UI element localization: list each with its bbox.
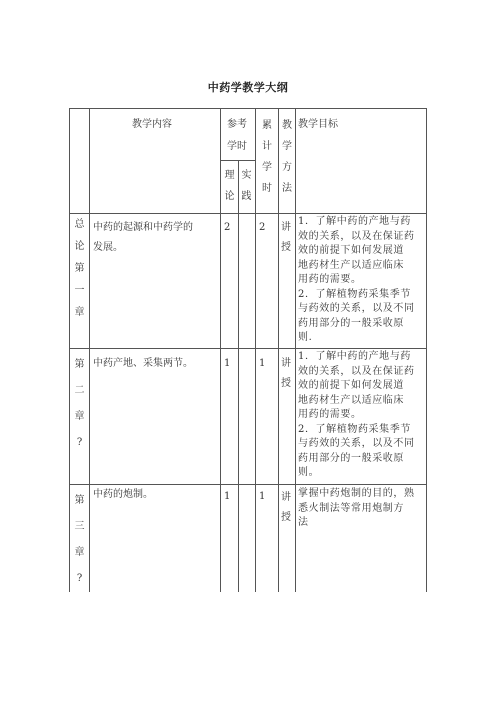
row2-objectives: 1．了解中药的产地与药 效的关系，以及在保证药 效的前提下如何发展道 地药材生产以适应临床 用药的需要。 2．了解植物药采集季节 与药效的关系，以及不同 药用部分的一般采收原 则。	[298, 351, 415, 478]
row3-theory-hours: 1	[224, 491, 231, 502]
header-ref-hours-2: 学时	[227, 141, 247, 152]
header-teaching-method: 教 学 方 法	[282, 120, 292, 194]
table-rule-col6	[295, 108, 296, 592]
header-objective: 教学目标	[298, 119, 338, 130]
row1-method: 讲 授	[281, 222, 291, 253]
table-rule-col4	[255, 108, 256, 592]
row3-objectives: 掌握中药炮制的目的，熟 悉火制法等常用炮制方 法	[298, 488, 415, 528]
row3-cumulative-hours: 1	[259, 491, 266, 502]
table-rule-right	[426, 108, 427, 592]
row2-cumulative-hours: 1	[259, 358, 266, 369]
table-rule-top	[69, 108, 427, 109]
row1-content: 中药的起源和中药学的 发展。	[93, 222, 193, 253]
row1-chapter: 总 论 第 一 章	[74, 219, 85, 318]
header-content: 教学内容	[132, 119, 172, 130]
row2-content: 中药产地、采集两节。	[93, 358, 193, 369]
row2-chapter: 第 二 章 ?	[74, 359, 85, 448]
header-ref-hours-1: 参考	[227, 119, 247, 130]
row1-objectives: 1．了解中药的产地与药 效的关系，以及在保证药 效的前提下如何发展道 地药材生产以适应临床 用药的需要。 2．了解植物药采集季节 与药效的关系，以及不同 药用部分的一般采收原 则.	[298, 216, 415, 343]
table-rule-header-bottom	[69, 213, 427, 214]
row3-content: 中药的炮制。	[93, 489, 153, 500]
table-rule-col3	[238, 160, 239, 592]
table-rule-row1-bottom	[69, 348, 427, 349]
table-rule-col5	[278, 108, 279, 592]
row1-cumulative-hours: 2	[259, 222, 266, 233]
row3-method: 讲 授	[281, 492, 291, 523]
row2-theory-hours: 1	[224, 358, 231, 369]
table-rule-col1	[89, 108, 90, 592]
row2-method: 讲 授	[281, 358, 291, 389]
header-theory: 理 论	[224, 170, 235, 202]
page-title: 中药学教学大纲	[207, 81, 289, 94]
row1-theory-hours: 2	[224, 222, 231, 233]
table-rule-col2	[220, 108, 221, 592]
header-practice: 实 践	[241, 170, 252, 202]
header-cumulative-hours: 累 计 学 时	[262, 120, 272, 194]
row3-chapter: 第 三 章 ?	[74, 495, 85, 584]
